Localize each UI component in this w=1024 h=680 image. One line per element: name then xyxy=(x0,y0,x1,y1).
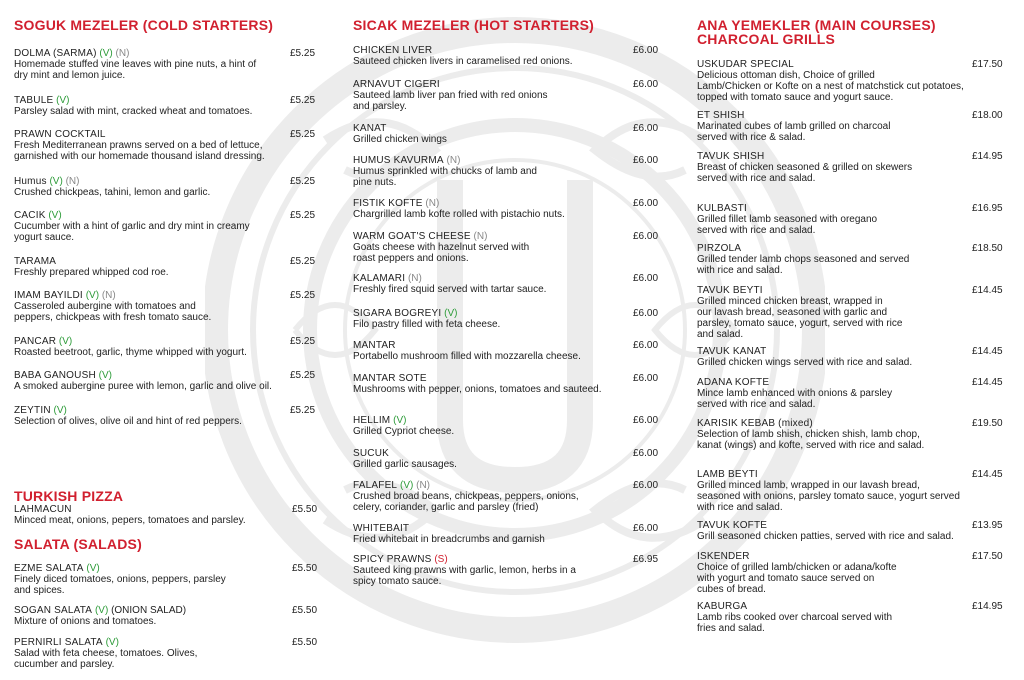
menu-item xyxy=(14,405,330,427)
menu-item-name: Humus xyxy=(14,176,47,187)
menu-item-description: Crushed broad beans, chickpeas, peppers, onions, celery, coriander, garlic and parsley (fried) xyxy=(353,491,579,513)
menu-item xyxy=(353,231,673,264)
menu-item xyxy=(14,370,330,392)
menu-item xyxy=(14,210,330,243)
menu-item xyxy=(697,551,1012,595)
menu-item xyxy=(697,520,1012,542)
menu-item-description: Mushrooms with pepper, onions, tomatoes and sauteed. xyxy=(353,384,602,395)
menu-item-title-line xyxy=(353,448,673,459)
menu-item-description: Grilled chicken wings served with rice and salad. xyxy=(697,357,913,368)
menu-item-description: Lamb ribs cooked over charcoal served with fries and salad. xyxy=(697,612,893,634)
menu-item-name: PIRZOLA xyxy=(697,243,742,254)
menu-item-tag: (V) xyxy=(86,563,100,574)
menu-item-description: Sauteed chicken livers in caramelised red onions. xyxy=(353,56,573,67)
menu-item-price: £6.00 xyxy=(633,373,659,384)
menu-item-title-line xyxy=(697,601,1012,612)
menu-item-title-line xyxy=(353,415,673,426)
menu-item-description: Breast of chicken seasoned & grilled on skewers served with rice and salad. xyxy=(697,162,913,184)
heading-salads: SALATA (SALADS) xyxy=(14,536,142,552)
menu-item-title-line xyxy=(14,605,332,616)
menu-item-tag: (V) xyxy=(49,176,63,187)
menu-item-title-line xyxy=(697,151,1012,162)
menu-item-name: CACIK xyxy=(14,210,46,221)
menu-item-title-line xyxy=(697,418,1012,429)
menu-item-title-line xyxy=(697,110,1012,121)
menu-item-description: Parsley salad with mint, cracked wheat and tomatoes. xyxy=(14,106,253,117)
menu-item-title-line xyxy=(697,469,1012,480)
menu-item-description: Roasted beetroot, garlic, thyme whipped with yogurt. xyxy=(14,347,247,358)
menu-item-title-line xyxy=(697,520,1012,531)
menu-item-price: £14.95 xyxy=(972,601,1003,612)
menu-item xyxy=(14,290,330,323)
menu-item-name: DOLMA (SARMA) xyxy=(14,48,97,59)
menu-item-price: £14.45 xyxy=(972,285,1003,296)
menu-item xyxy=(14,336,330,358)
heading-turkish-pizza: TURKISH PIZZA xyxy=(14,488,124,504)
menu-item-tag: (N) xyxy=(65,176,80,187)
menu-item xyxy=(14,129,330,162)
menu-item xyxy=(697,110,1012,143)
menu-item-name: TARAMA xyxy=(14,256,57,267)
menu-item-tag: (V) xyxy=(98,370,112,381)
menu-item-name: LAHMACUN xyxy=(14,504,72,515)
menu-item-price: £6.00 xyxy=(633,448,659,459)
menu-item-tag: (ONION SALAD) xyxy=(111,605,187,616)
menu-item xyxy=(697,243,1012,276)
menu-item-price: £5.50 xyxy=(292,605,318,616)
menu-item-title-line xyxy=(14,210,330,221)
menu-item-price: £6.00 xyxy=(633,79,659,90)
heading-main-courses: ANA YEMEKLER (MAIN COURSES) xyxy=(697,17,936,33)
menu-item-name: ADANA KOFTE xyxy=(697,377,770,388)
menu-item xyxy=(353,448,673,470)
menu-item-name: PRAWN COCKTAIL xyxy=(14,129,106,140)
menu-item-description: Mixture of onions and tomatoes. xyxy=(14,616,157,627)
heading-charcoal-grills: CHARCOAL GRILLS xyxy=(697,31,836,47)
menu-item-price: £5.25 xyxy=(290,95,316,106)
menu-item-name: USKUDAR SPECIAL xyxy=(697,59,794,70)
menu-item-price: £5.25 xyxy=(290,405,316,416)
menu-item-name: KULBASTI xyxy=(697,203,747,214)
menu-item-description: Choice of grilled lamb/chicken or adana/kofte with yogurt and tomato sauce served on cubes of bread. xyxy=(697,562,897,595)
menu-item xyxy=(14,605,332,627)
menu-item xyxy=(697,601,1012,634)
menu-item-price: £6.00 xyxy=(633,155,659,166)
menu-item-price: £5.25 xyxy=(290,256,316,267)
menu-item-title-line xyxy=(697,377,1012,388)
menu-item-name: CHICKEN LIVER xyxy=(353,45,433,56)
menu-item-price: £5.50 xyxy=(292,504,318,515)
menu-item-tag: (V) xyxy=(399,480,414,491)
menu-item-description: Filo pastry filled with feta cheese. xyxy=(353,319,501,330)
menu-item-tag: (N) xyxy=(115,48,130,59)
menu-item-price: £6.00 xyxy=(633,45,659,56)
menu-item-title-line xyxy=(14,176,330,187)
menu-item-name: PANCAR xyxy=(14,336,57,347)
menu-item-tag: (N) xyxy=(473,231,488,242)
menu-item-title-line xyxy=(697,59,1012,70)
menu-item xyxy=(14,176,330,198)
menu-item-tag: (V) xyxy=(85,290,100,301)
menu-item-name: SOGAN SALATA xyxy=(14,605,93,616)
menu-item-title-line xyxy=(353,198,673,209)
menu-item-name: SUCUK xyxy=(353,448,390,459)
menu-item-description: Grilled chicken wings xyxy=(353,134,447,145)
menu-item-title-line xyxy=(14,290,330,301)
menu-item-price: £5.25 xyxy=(290,129,316,140)
menu-item xyxy=(14,95,330,117)
menu-item xyxy=(697,151,1012,184)
menu-item-price: £6.95 xyxy=(633,554,659,565)
menu-item-price: £5.50 xyxy=(292,637,318,648)
menu-item-price: £5.25 xyxy=(290,336,316,347)
menu-item-name: ZEYTIN xyxy=(14,405,51,416)
menu-item-title-line xyxy=(697,243,1012,254)
menu-item-price: £6.00 xyxy=(633,308,659,319)
menu-item-price: £5.25 xyxy=(290,210,316,221)
menu-item-description: Grilled minced chicken breast, wrapped in our lavash bread, seasoned with garlic and parsley, tomato sauce, yogurt, served with rice and salad. xyxy=(697,296,903,340)
menu-item-tag: (N) xyxy=(446,155,461,166)
menu-item-description: Fresh Mediterranean prawns served on a bed of lettuce, garnished with our homemade thousand island dressing. xyxy=(14,140,265,162)
menu-item-description: Freshly prepared whipped cod roe. xyxy=(14,267,169,278)
menu-item-description: Grilled minced lamb, wrapped in our lavash bread, seasoned with onions, parsley tomato sauce, yogurt served with rice and salad. xyxy=(697,480,960,513)
menu-item-price: £6.00 xyxy=(633,523,659,534)
menu-item-description: Homemade stuffed vine leaves with pine nuts, a hint of dry mint and lemon juice. xyxy=(14,59,257,81)
menu-item-title-line xyxy=(14,336,330,347)
menu-item xyxy=(14,637,332,670)
menu-item-description: Grilled Cypriot cheese. xyxy=(353,426,455,437)
menu-item-description: Chargrilled lamb kofte rolled with pistachio nuts. xyxy=(353,209,565,220)
menu-item-price: £6.00 xyxy=(633,415,659,426)
menu-item-title-line xyxy=(353,155,673,166)
menu-item-title-line xyxy=(353,308,673,319)
menu-item-description: Mince lamb enhanced with onions & parsley served with rice and salad. xyxy=(697,388,893,410)
menu-item-name: PERNIRLI SALATA xyxy=(14,637,103,648)
menu-item-title-line xyxy=(14,637,332,648)
menu-item-tag: (V) xyxy=(94,605,109,616)
menu-item-name: KANAT xyxy=(353,123,387,134)
menu-item xyxy=(353,155,673,188)
menu-item xyxy=(353,308,673,330)
menu-item-description: Sauteed king prawns with garlic, lemon, herbs in a spicy tomato sauce. xyxy=(353,565,576,587)
menu-item-description: Humus sprinkled with chucks of lamb and pine nuts. xyxy=(353,166,537,188)
menu-item xyxy=(14,48,330,81)
menu-item-description: Goats cheese with hazelnut served with roast peppers and onions. xyxy=(353,242,530,264)
menu-item xyxy=(14,504,332,526)
menu-item-title-line xyxy=(14,256,330,267)
menu-item-title-line xyxy=(353,123,673,134)
menu-item-description: Grill seasoned chicken patties, served with rice and salad. xyxy=(697,531,954,542)
menu-item-title-line xyxy=(353,45,673,56)
menu-item xyxy=(353,373,673,395)
menu-item-price: £6.00 xyxy=(633,273,659,284)
menu-item-title-line xyxy=(14,48,330,59)
menu-item xyxy=(697,285,1012,340)
menu-item-name: LAMB BEYTI xyxy=(697,469,758,480)
menu-item-title-line xyxy=(14,504,332,515)
menu-item-name: SIGARA BOGREYI xyxy=(353,308,442,319)
menu-item-description: Marinated cubes of lamb grilled on charcoal served with rice & salad. xyxy=(697,121,891,143)
menu-item-name: ISKENDER xyxy=(697,551,750,562)
menu-item-description: A smoked aubergine puree with lemon, garlic and olive oil. xyxy=(14,381,272,392)
menu-item-title-line xyxy=(697,346,1012,357)
menu-item-title-line xyxy=(353,340,673,351)
menu-item-price: £19.50 xyxy=(972,418,1003,429)
menu-item-price: £17.50 xyxy=(972,59,1003,70)
menu-item-name: TAVUK SHISH xyxy=(697,151,765,162)
menu-item-name: KARISIK KEBAB (mixed) xyxy=(697,418,813,429)
menu-item-tag: (V) xyxy=(444,308,458,319)
menu-item-price: £14.45 xyxy=(972,346,1003,357)
menu-item-title-line xyxy=(353,554,673,565)
menu-item-name: ET SHISH xyxy=(697,110,745,121)
menu-item-price: £18.00 xyxy=(972,110,1003,121)
menu-item xyxy=(353,198,673,220)
menu-item-price: £5.25 xyxy=(290,176,316,187)
menu-item-description: Crushed chickpeas, tahini, lemon and garlic. xyxy=(14,187,211,198)
menu-item xyxy=(14,256,330,278)
menu-item-title-line xyxy=(697,551,1012,562)
menu-item-tag: (V) xyxy=(58,336,73,347)
menu-item xyxy=(353,273,673,295)
menu-item-name: SPICY PRAWNS xyxy=(353,554,432,565)
menu-item-price: £5.25 xyxy=(290,290,316,301)
menu-item xyxy=(353,523,673,545)
menu-item-title-line xyxy=(697,285,1012,296)
menu-item xyxy=(697,203,1012,236)
menu-item-price: £6.00 xyxy=(633,198,659,209)
menu-item-name: TAVUK BEYTI xyxy=(697,285,763,296)
heading-cold-starters: SOGUK MEZELER (COLD STARTERS) xyxy=(14,17,274,33)
menu-item-name: WARM GOAT'S CHEESE xyxy=(353,231,471,242)
menu-item-name: IMAM BAYILDI xyxy=(14,290,83,301)
menu-item-name: KABURGA xyxy=(697,601,748,612)
menu-item-title-line xyxy=(14,370,330,381)
menu-item-description: Freshly fired squid served with tartar sauce. xyxy=(353,284,547,295)
menu-item-title-line xyxy=(353,79,673,90)
menu-item-tag: (V) xyxy=(48,210,62,221)
menu-item-name: TABULE xyxy=(14,95,54,106)
menu-item-title-line xyxy=(353,480,673,491)
menu-item xyxy=(353,45,673,67)
menu-item-name: BABA GANOUSH xyxy=(14,370,96,381)
menu-item-description: Portabello mushroom filled with mozzarella cheese. xyxy=(353,351,581,362)
menu-item-price: £16.95 xyxy=(972,203,1003,214)
menu-item-description: Finely diced tomatoes, onions, peppers, parsley and spices. xyxy=(14,574,226,596)
menu-item-price: £14.45 xyxy=(972,469,1003,480)
menu-item xyxy=(353,123,673,145)
menu-item-name: TAVUK KANAT xyxy=(697,346,767,357)
menu-item-description: Selection of lamb shish, chicken shish, lamb chop, kanat (wings) and kofte, served with rice and salad. xyxy=(697,429,925,451)
menu-item-title-line xyxy=(353,523,673,534)
menu-item-title-line xyxy=(14,129,330,140)
menu-item-name: KALAMARI xyxy=(353,273,406,284)
menu-item-price: £17.50 xyxy=(972,551,1003,562)
menu-item-description: Sauteed lamb liver pan fried with red onions and parsley. xyxy=(353,90,548,112)
menu-item-price: £5.25 xyxy=(290,48,316,59)
menu-item-name: ARNAVUT CIGERI xyxy=(353,79,440,90)
menu-item-description: Cucumber with a hint of garlic and dry mint in creamy yogurt sauce. xyxy=(14,221,250,243)
menu-item-tag: (V) xyxy=(99,48,113,59)
menu-item-name: FALAFEL xyxy=(353,480,398,491)
menu-item-tag: (N) xyxy=(407,273,422,284)
menu-item-price: £5.50 xyxy=(292,563,318,574)
menu-item xyxy=(14,563,332,596)
menu-item-description: Casseroled aubergine with tomatoes and peppers, chickpeas with fresh tomato sauce. xyxy=(14,301,212,323)
menu-item-price: £6.00 xyxy=(633,231,659,242)
menu-item-price: £13.95 xyxy=(972,520,1003,531)
menu-item xyxy=(697,377,1012,410)
menu-item-price: £6.00 xyxy=(633,480,659,491)
menu-item xyxy=(353,79,673,112)
menu-item-description: Delicious ottoman dish, Choice of grilled Lamb/Chicken or Kofte on a nest of matchstick cut potatoes, topped with tomato sauce and yogurt sauce. xyxy=(697,70,964,103)
menu-item xyxy=(697,469,1012,513)
menu-item xyxy=(353,340,673,362)
menu-item-description: Minced meat, onions, pepers, tomatoes and parsley. xyxy=(14,515,246,526)
menu-item-tag: (S) xyxy=(434,554,448,565)
menu-item-name: EZME SALATA xyxy=(14,563,84,574)
menu-item-title-line xyxy=(353,231,673,242)
menu-item-tag: (N) xyxy=(101,290,116,301)
menu-item-tag: (V) xyxy=(56,95,70,106)
menu-item-description: Grilled fillet lamb seasoned with oregano served with rice and salad. xyxy=(697,214,878,236)
menu-item-description: Selection of olives, olive oil and hint of red peppers. xyxy=(14,416,242,427)
menu-item-description: Salad with feta cheese, tomatoes. Olives, cucumber and parsley. xyxy=(14,648,198,670)
menu-item-name: MANTAR SOTE xyxy=(353,373,427,384)
menu-item-title-line xyxy=(697,203,1012,214)
menu-item-description: Grilled tender lamb chops seasoned and served with rice and salad. xyxy=(697,254,910,276)
menu-item-title-line xyxy=(353,373,673,384)
menu-item xyxy=(697,418,1012,451)
menu-item-price: £14.95 xyxy=(972,151,1003,162)
menu-item-title-line xyxy=(14,95,330,106)
menu-item-name: TAVUK KOFTE xyxy=(697,520,768,531)
menu-item-description: Fried whitebait in breadcrumbs and garnish xyxy=(353,534,545,545)
menu-item-price: £5.25 xyxy=(290,370,316,381)
menu-item-tag: (V) xyxy=(393,415,407,426)
menu-item-name: MANTAR xyxy=(353,340,396,351)
menu-item xyxy=(697,59,1012,103)
menu-item-tag: (N) xyxy=(416,480,430,491)
menu-item-tag: (V) xyxy=(105,637,119,648)
menu-item xyxy=(697,346,1012,368)
menu-item-tag: (N) xyxy=(425,198,440,209)
menu-item xyxy=(353,480,673,513)
menu-item-price: £6.00 xyxy=(633,123,659,134)
menu-item-name: WHITEBAIT xyxy=(353,523,410,534)
menu-item-tag: (V) xyxy=(53,405,67,416)
menu-item-title-line xyxy=(353,273,673,284)
menu-item-name: FISTIK KOFTE xyxy=(353,198,423,209)
menu-item-price: £18.50 xyxy=(972,243,1003,254)
menu-item-price: £6.00 xyxy=(633,340,659,351)
menu-item-name: HUMUS KAVURMA xyxy=(353,155,444,166)
menu-item-description: Grilled garlic sausages. xyxy=(353,459,457,470)
menu-item-price: £14.45 xyxy=(972,377,1003,388)
menu-item-title-line xyxy=(14,563,332,574)
menu-item xyxy=(353,415,673,437)
heading-hot-starters: SICAK MEZELER (HOT STARTERS) xyxy=(353,17,595,33)
menu-item-title-line xyxy=(14,405,330,416)
menu-item xyxy=(353,554,673,587)
menu-item-name: HELLIM xyxy=(353,415,391,426)
